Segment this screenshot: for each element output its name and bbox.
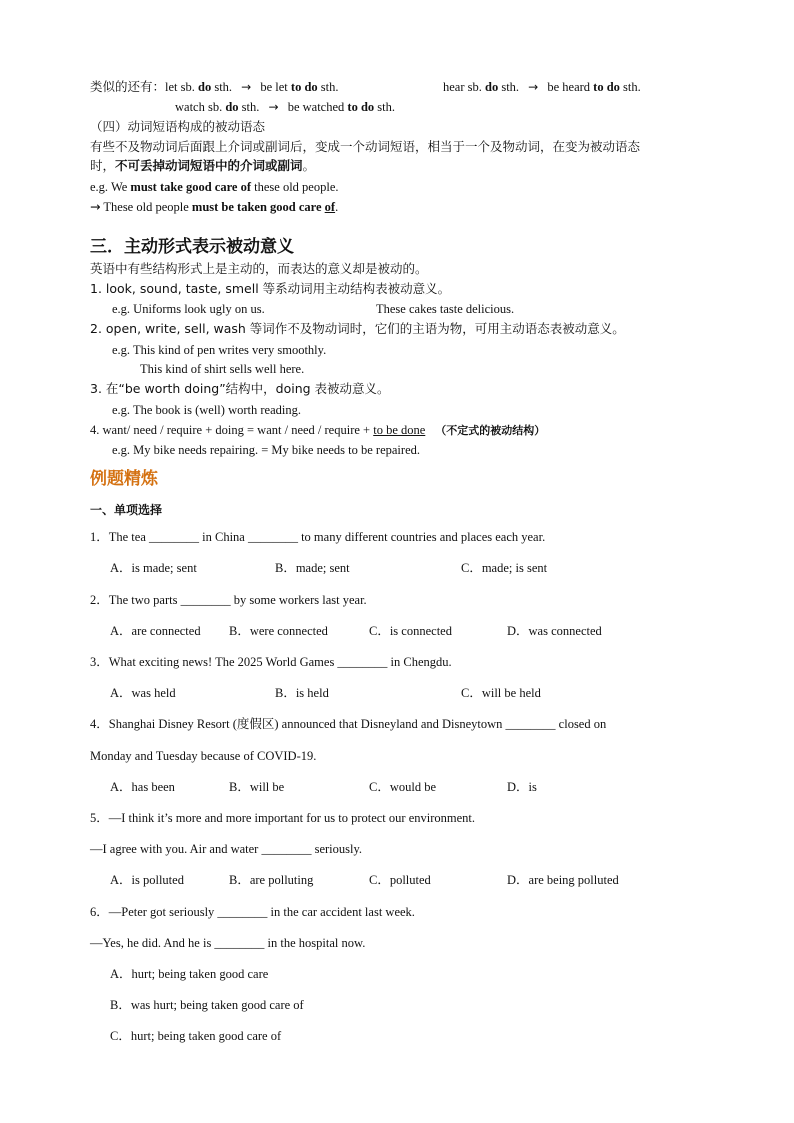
q6-option-a[interactable]: A．hurt; being taken good care <box>110 967 269 981</box>
rule-2: 2. open, write, sell, wash 等词作不及物动词时，它们的主语为物，可用主动语态表被动意义。 <box>90 321 625 336</box>
q4-option-a[interactable]: A．has been <box>110 780 175 794</box>
part4-example-1 <box>90 178 339 196</box>
question-2: 2．The two parts ________ by some workers last year. <box>90 593 367 607</box>
rule-3: 3. 在“be worth doing”结构中，doing 表被动意义。 <box>90 381 390 396</box>
rule-4-a: 4. want/ need / require + doing = want / need / require + <box>90 423 374 437</box>
similar-b3: sth. <box>317 80 339 94</box>
similar-line-1-right <box>443 78 641 96</box>
question-3: 3．What exciting news! The 2025 World Games ________ in Chengdu. <box>90 655 452 669</box>
eg2c: of <box>324 200 336 214</box>
q2-option-a[interactable]: A．are connected <box>110 624 201 638</box>
q2-option-c[interactable]: C．is connected <box>369 624 452 638</box>
question-1: 1．The tea ________ in China ________ to many different countries and places each year. <box>90 530 546 544</box>
q5-option-b[interactable]: B．are polluting <box>229 873 314 887</box>
q5-option-c[interactable]: C．polluted <box>369 873 431 887</box>
part4-p2a: 时， <box>90 158 116 173</box>
similar-e1: watch sb. <box>175 100 226 114</box>
part4-paragraph-2 <box>90 157 315 175</box>
similar-f1: be watched <box>284 100 348 114</box>
exercise-heading: 例题精炼 <box>90 469 158 489</box>
part3-heading: 三．主动形式表示被动意义 <box>90 237 294 257</box>
section-title: 一、单项选择 <box>90 503 163 517</box>
question-4 <box>90 715 606 733</box>
rule-4-c: （不定式的被动结构） <box>435 424 546 437</box>
arrow-icon: → <box>268 100 279 114</box>
part4-paragraph-1: 有些不及物动词后面跟上介词或副词后，变成一个动词短语，相当于一个及物动词，在变为被动语态 <box>90 139 641 154</box>
question-6: 6．—Peter got seriously ________ in the car accident last week. <box>90 905 415 919</box>
similar-a2: do <box>198 80 212 94</box>
similar-e3: sth. <box>238 100 263 114</box>
q6-option-b[interactable]: B．was hurt; being taken good care of <box>110 998 304 1012</box>
q4-option-b[interactable]: B．will be <box>229 780 285 794</box>
q4-option-d[interactable]: D．is <box>507 780 537 794</box>
arrow-icon: → <box>90 199 101 214</box>
arrow-icon: → <box>528 80 539 94</box>
arrow-icon: → <box>241 80 252 94</box>
similar-a1: let sb. <box>165 80 198 94</box>
similar-f2: to do <box>347 100 375 114</box>
q1-option-a[interactable]: A．is made; sent <box>110 561 197 575</box>
similar-a3: sth. <box>211 80 236 94</box>
eg2a: These old people <box>100 200 192 214</box>
question-5-line-2: —I agree with you. Air and water ________ seriously. <box>90 842 363 856</box>
similar-d3: sth. <box>619 80 641 94</box>
eg1a: e.g. We <box>90 180 131 194</box>
part4-p2b: 不可丢掉动词短语中的介词或副词 <box>115 158 303 173</box>
part4-example-2 <box>90 198 338 216</box>
similar-d2: to do <box>593 80 620 94</box>
rule-4-example: e.g. My bike needs repairing. = My bike needs to be repaired. <box>112 443 420 457</box>
question-5: 5．—I think it’s more and more important for us to protect our environment. <box>90 811 475 825</box>
similar-b1: be let <box>257 80 291 94</box>
q3-option-b[interactable]: B．is held <box>275 686 329 700</box>
rule-2-example-a: e.g. This kind of pen writes very smoothly. <box>112 343 327 357</box>
similar-d1: be heard <box>544 80 594 94</box>
similar-b2: to do <box>290 80 318 94</box>
q1-option-c[interactable]: C．made; is sent <box>461 561 548 575</box>
part4-title: （四）动词短语构成的被动语态 <box>90 119 266 134</box>
question-6-line-2: —Yes, he did. And he is ________ in the hospital now. <box>90 936 366 950</box>
question-4-line-2: Monday and Tuesday because of COVID-19. <box>90 749 317 763</box>
q2-option-d[interactable]: D．was connected <box>507 624 602 638</box>
eg1b: must take good care of <box>130 180 252 194</box>
similar-e2: do <box>225 100 239 114</box>
similar-c3: sth. <box>498 80 523 94</box>
eg2b: must be taken good care <box>191 200 325 214</box>
part4-p2c: 。 <box>302 158 316 173</box>
similar-prefix: 类似的还有： <box>90 79 166 94</box>
rule-4 <box>90 421 545 440</box>
similar-c2: do <box>485 80 499 94</box>
q5-option-d[interactable]: D．are being polluted <box>507 873 619 887</box>
similar-line-2 <box>175 98 395 116</box>
rule-2-example-b: This kind of shirt sells well here. <box>140 362 305 376</box>
eg1c: these old people. <box>251 180 339 194</box>
rule-1-example-a: e.g. Uniforms look ugly on us. <box>112 302 265 316</box>
q1-option-b[interactable]: B．made; sent <box>275 561 350 575</box>
q2-option-b[interactable]: B．were connected <box>229 624 328 638</box>
rule-4-b: to be done <box>373 423 426 437</box>
rule-1: 1. look, sound, taste, smell 等系动词用主动结构表被动意义。 <box>90 281 451 296</box>
similar-line-1 <box>90 78 339 96</box>
q5-option-a[interactable]: A．is polluted <box>110 873 184 887</box>
similar-c1: hear sb. <box>443 80 485 94</box>
q4-option-c[interactable]: C．would be <box>369 780 437 794</box>
question-4-text: 4．Shanghai Disney Resort (度假区) announced that Disneyland and Disneytown ________ closed on <box>90 717 607 731</box>
rule-1-example-b: These cakes taste delicious. <box>376 302 515 316</box>
part3-intro: 英语中有些结构形式上是主动的，而表达的意义却是被动的。 <box>90 261 428 276</box>
q3-option-c[interactable]: C．will be held <box>461 686 541 700</box>
q3-option-a[interactable]: A．was held <box>110 686 176 700</box>
similar-f3: sth. <box>374 100 395 114</box>
rule-3-example: e.g. The book is (well) worth reading. <box>112 403 301 417</box>
q6-option-c[interactable]: C．hurt; being taken good care of <box>110 1029 282 1043</box>
eg2d: . <box>335 200 339 214</box>
